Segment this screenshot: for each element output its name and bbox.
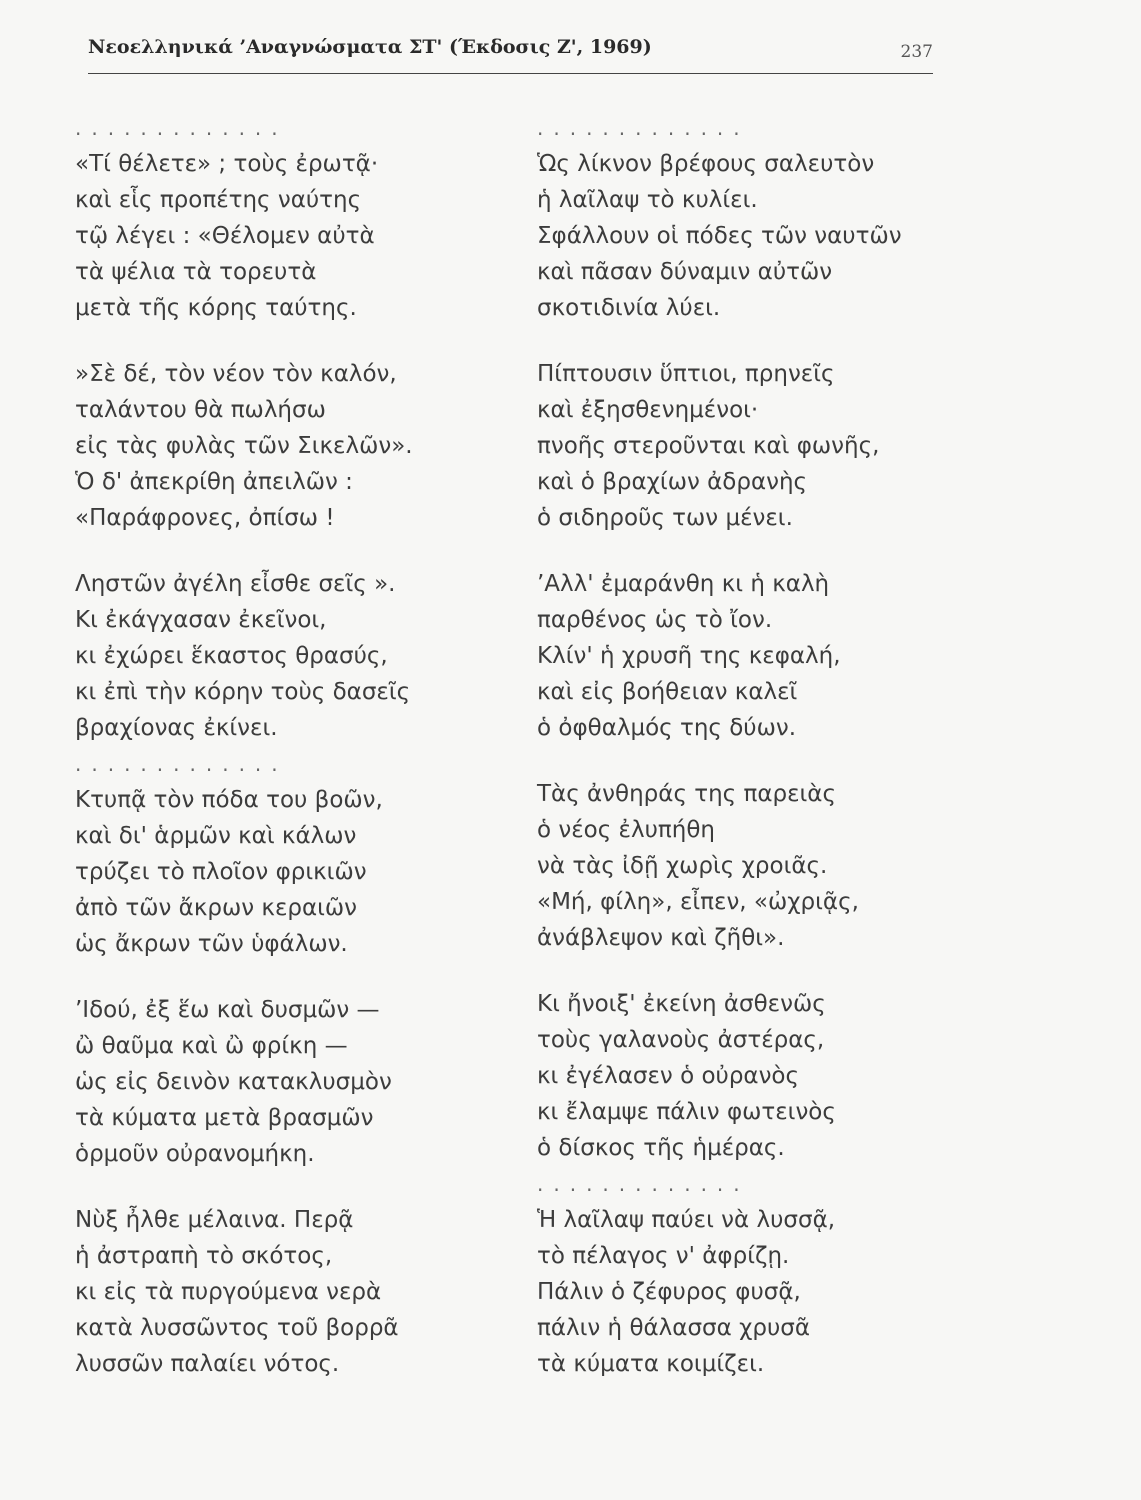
poem-line: ’Ιδού, ἐξ ἕω καὶ δυσμῶν — [75, 997, 380, 1023]
poem-line: εἰς τὰς φυλὰς τῶν Σικελῶν». [75, 433, 413, 459]
poem-line: Ἡ λαῖλαψ παύει νὰ λυσσᾷ, [537, 1207, 836, 1233]
poem-line: ’Αλλ' ἐμαράνθη κι ἡ καλὴ [537, 571, 830, 597]
poem-line: καὶ δι' ἁρμῶν καὶ κάλων [75, 823, 357, 849]
poem-line: τὰ κύματα μετὰ βρασμῶν [75, 1105, 374, 1131]
poem-line: βραχίονας ἐκίνει. [75, 715, 278, 741]
poem-line: τὸ πέλαγος ν' ἀφρίζῃ. [537, 1243, 790, 1269]
ellipsis-row: ............. [75, 752, 288, 776]
stanza-break [537, 326, 957, 356]
poem-line: τρύζει τὸ πλοῖον φρικιῶν [75, 859, 367, 885]
poem-line: κι ἔλαμψε πάλιν φωτεινὸς [537, 1099, 836, 1125]
poem-line: πνοῆς στεροῦνται καὶ φωνῆς, [537, 433, 880, 459]
poem-line: ἡ ἀστραπὴ τὸ σκότος, [75, 1243, 333, 1269]
poem-line: Νὺξ ἦλθε μέλαινα. Περᾷ [75, 1207, 354, 1233]
poem-line: Ὡς λίκνον βρέφους σαλευτὸν [537, 151, 875, 177]
poem-line: »Σὲ δέ, τὸν νέον τὸν καλόν, [75, 361, 397, 387]
poem-line: Σφάλλουν οἱ πόδες τῶν ναυτῶν [537, 223, 902, 249]
poem-line: τὰ ψέλια τὰ τορευτὰ [75, 259, 317, 285]
poem-line: ὁ σιδηροῦς των μένει. [537, 505, 793, 531]
poem-line: Πάλιν ὁ ζέφυρος φυσᾷ, [537, 1279, 801, 1305]
stanza-break [75, 536, 495, 566]
poem-line: τοὺς γαλανοὺς ἀστέρας, [537, 1027, 825, 1053]
poem-line: Ληστῶν ἀγέλη εἶσθε σεῖς ». [75, 571, 396, 597]
poem-line: τὰ κύματα κοιμίζει. [537, 1351, 765, 1377]
poem-line: Κλίν' ἡ χρυσῆ της κεφαλή, [537, 643, 841, 669]
poem-line: ὁρμοῦν οὐρανομήκη. [75, 1141, 315, 1167]
poem-line: «Τί θέλετε» ; τοὺς ἐρωτᾷ· [75, 151, 379, 177]
poem-line: ταλάντου θὰ πωλήσω [75, 397, 326, 423]
poem-line: κι ἐγέλασεν ὁ οὐρανὸς [537, 1063, 800, 1089]
page-header [88, 36, 933, 72]
poem-line: Κι ἐκάγχασαν ἐκεῖνοι, [75, 607, 327, 633]
poem-line: ὁ νέος ἐλυπήθη [537, 817, 715, 843]
ellipsis-row: ............. [75, 116, 288, 140]
poem-column-right [537, 110, 957, 1382]
poem-line: ὁ ὀφθαλμός της δύων. [537, 715, 797, 741]
poem-line: μετὰ τῆς κόρης ταύτης. [75, 295, 357, 321]
poem-line: Πίπτουσιν ὕπτιοι, πρηνεῖς [537, 361, 835, 387]
poem-line: καὶ ἐξησθενημένοι· [537, 397, 759, 423]
poem-line: «Παράφρονες, ὀπίσω ! [75, 505, 335, 531]
poem-line: σκοτιδινία λύει. [537, 295, 721, 321]
poem-line: λυσσῶν παλαίει νότος. [75, 1351, 340, 1377]
poem-line: ἀπὸ τῶν ἄκρων κεραιῶν [75, 895, 358, 921]
ellipsis-row: ............. [537, 1172, 750, 1196]
poem-line: κι εἰς τὰ πυργούμενα νερὰ [75, 1279, 382, 1305]
poem-line: κατὰ λυσσῶντος τοῦ βορρᾶ [75, 1315, 399, 1341]
stanza-break [537, 956, 957, 986]
poem-line: ὁ δίσκος τῆς ἡμέρας. [537, 1135, 785, 1161]
poem-line: ὡς εἰς δεινὸν κατακλυσμὸν [75, 1069, 392, 1095]
poem-line: κι ἐχώρει ἕκαστος θρασύς, [75, 643, 388, 669]
poem-line: Κτυπᾷ τὸν πόδα του βοῶν, [75, 787, 383, 813]
poem-line: ἡ λαῖλαψ τὸ κυλίει. [537, 187, 758, 213]
page-number: 237 [900, 42, 933, 62]
poem-line: πάλιν ἡ θάλασσα χρυσᾶ [537, 1315, 811, 1341]
poem-line: ὡς ἄκρων τῶν ὑφάλων. [75, 931, 348, 957]
poem-line: ἀνάβλεψον καὶ ζῆθι». [537, 925, 785, 951]
stanza-break [75, 1172, 495, 1202]
ellipsis-row: ............. [537, 116, 750, 140]
poem-line: Κι ἤνοιξ' ἐκείνη ἀσθενῶς [537, 991, 826, 1017]
poem-line: καὶ πᾶσαν δύναμιν αὐτῶν [537, 259, 833, 285]
poem-line: «Μή, φίλη», εἶπεν, «ὠχριᾷς, [537, 889, 859, 915]
poem-line: νὰ τὰς ἰδῇ χωρὶς χροιᾶς. [537, 853, 828, 879]
poem-line: καὶ ὁ βραχίων ἀδρανὴς [537, 469, 808, 495]
poem-line: Ὁ δ' ἀπεκρίθη ἀπειλῶν : [75, 469, 353, 495]
poem-line: κι ἐπὶ τὴν κόρην τοὺς δασεῖς [75, 679, 411, 705]
stanza-break [537, 536, 957, 566]
poem-line: καὶ εἷς προπέτης ναύτης [75, 187, 362, 213]
poem-line: ὢ θαῦμα καὶ ὢ φρίκη — [75, 1033, 348, 1059]
running-title: Νεοελληνικά ’Αναγνώσματα ΣΤ' (Έκδοσις Ζ', 1969) [88, 36, 652, 58]
poem-line: τῷ λέγει : «Θέλομεν αὐτὰ [75, 223, 375, 249]
poem-column-left [75, 110, 495, 1382]
poem-line: παρθένος ὡς τὸ ἴον. [537, 607, 773, 633]
stanza-break [75, 326, 495, 356]
stanza-break [537, 746, 957, 776]
poem-line: καὶ εἰς βοήθειαν καλεῖ [537, 679, 798, 705]
header-rule [88, 73, 933, 74]
poem-line: Τὰς ἀνθηράς της παρειὰς [537, 781, 836, 807]
stanza-break [75, 962, 495, 992]
